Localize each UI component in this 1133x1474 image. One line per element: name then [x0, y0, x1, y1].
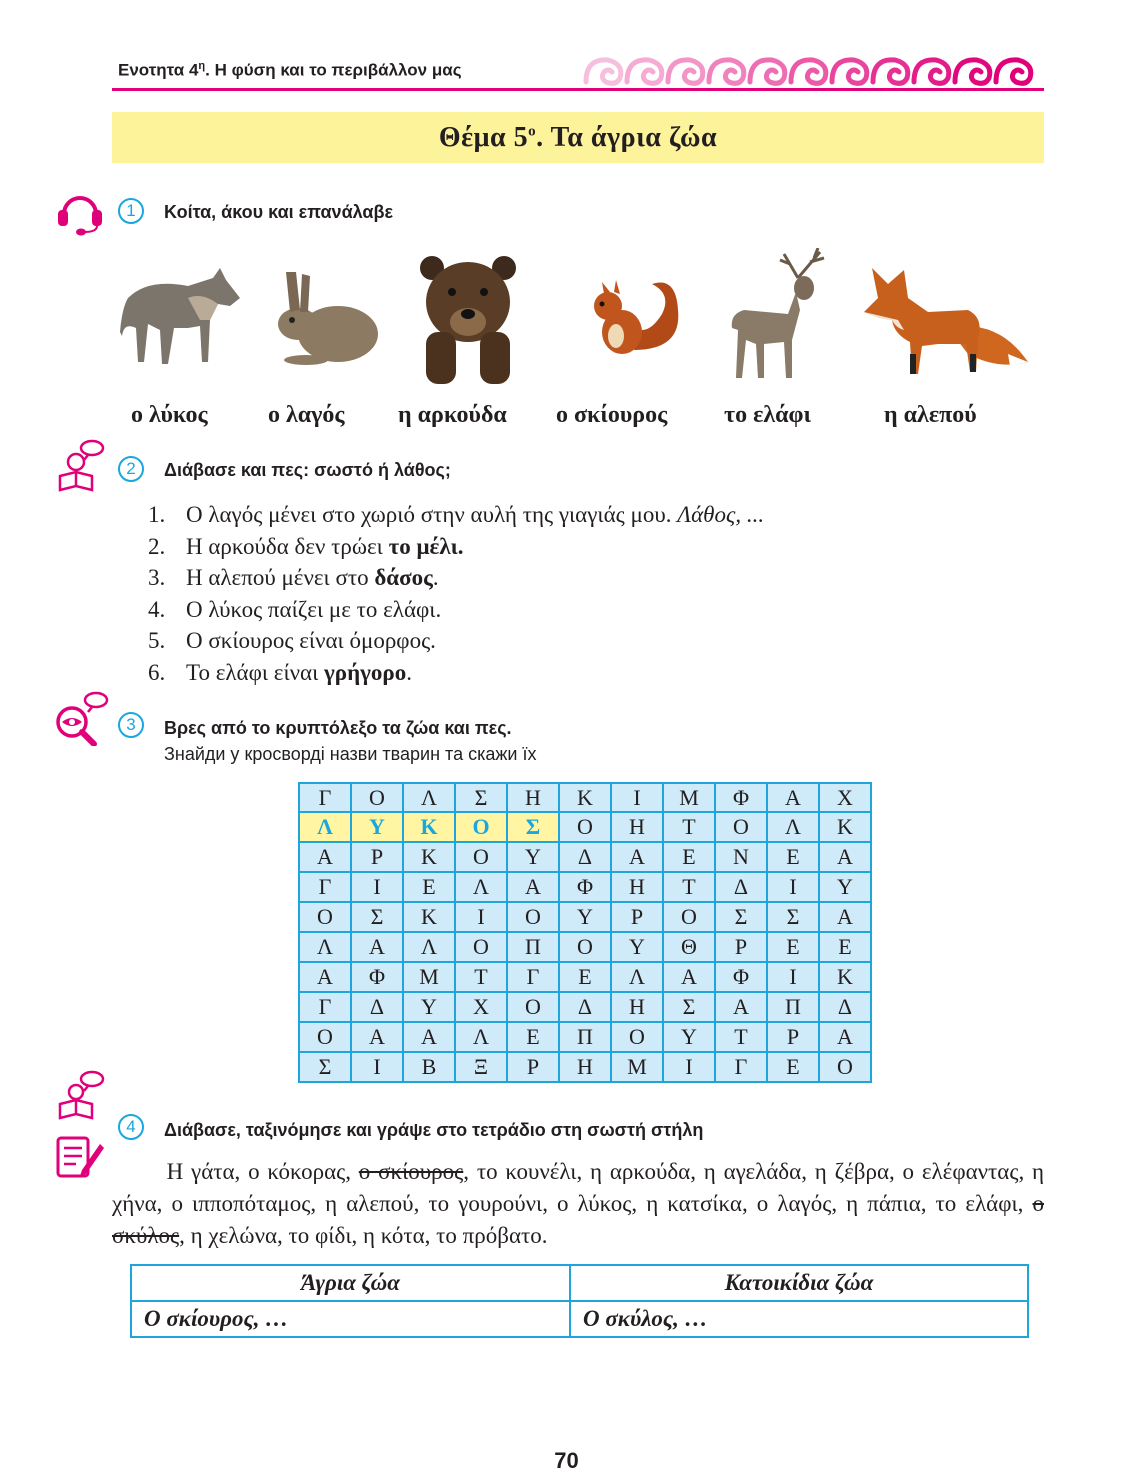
- paragraph-text: Η γάτα, ο κόκορας,: [166, 1159, 359, 1184]
- struck-word: ο σκύλος: [112, 1191, 1044, 1248]
- grid-row: [299, 992, 871, 1022]
- grid-cell: Σ: [767, 902, 819, 932]
- grid-cell: Α: [767, 783, 819, 812]
- exercise-1-number: 1: [118, 198, 144, 224]
- statement-number: 1.: [148, 502, 166, 527]
- grid-cell: Ρ: [715, 932, 767, 962]
- statement-text: Ο σκίουρος είναι όμορφος.: [186, 628, 436, 653]
- grid-cell: Α: [507, 872, 559, 902]
- grid-cell: Ο: [819, 1052, 871, 1082]
- page-title: Θέμα $5^o$. Τα άγρια ζώα: [438, 121, 718, 153]
- grid-cell: Κ: [403, 812, 455, 842]
- grid-cell: Ι: [767, 962, 819, 992]
- grid-cell: Φ: [559, 872, 611, 902]
- animal-label-deer: το ελάφι: [724, 402, 811, 428]
- grid-cell: Γ: [299, 992, 351, 1022]
- wave-ornament-icon: [578, 52, 1044, 88]
- grid-cell: Υ: [559, 902, 611, 932]
- grid-cell: Ι: [767, 872, 819, 902]
- grid-cell: Α: [715, 992, 767, 1022]
- grid-cell: Γ: [507, 962, 559, 992]
- grid-cell: Α: [299, 962, 351, 992]
- grid-cell: Γ: [299, 872, 351, 902]
- header-rule: [112, 88, 1044, 91]
- grid-cell: Σ: [455, 783, 507, 812]
- grid-cell: Κ: [559, 783, 611, 812]
- statement-item: [148, 531, 764, 563]
- grid-cell: Π: [507, 932, 559, 962]
- grid-cell: Θ: [663, 932, 715, 962]
- word-list-paragraph: [112, 1156, 1044, 1252]
- grid-cell: Α: [819, 842, 871, 872]
- grid-cell: Κ: [819, 812, 871, 842]
- exercise-1-title: Κοίτα, άκου και επανάλαβε: [164, 202, 394, 222]
- statement-tail: .: [406, 659, 412, 685]
- grid-cell: Ε: [663, 842, 715, 872]
- grid-cell: Υ: [507, 842, 559, 872]
- grid-cell: Δ: [351, 992, 403, 1022]
- grid-row: [299, 962, 871, 992]
- exercise-3-number: 3: [118, 712, 144, 738]
- grid-cell: Α: [351, 1022, 403, 1052]
- grid-cell: Η: [611, 812, 663, 842]
- grid-cell: Α: [403, 1022, 455, 1052]
- grid-cell: Υ: [351, 812, 403, 842]
- grid-row: [299, 1022, 871, 1052]
- wild-animals-cell: Ο σκίουρος, …: [131, 1301, 570, 1337]
- statement-bold-word: δάσος: [374, 565, 433, 590]
- grid-cell: Γ: [715, 1052, 767, 1082]
- grid-cell: Τ: [663, 812, 715, 842]
- grid-row: [299, 872, 871, 902]
- grid-row: [299, 842, 871, 872]
- exercise-2-number: 2: [118, 456, 144, 482]
- animal-label-wolf: ο λύκος: [131, 402, 208, 428]
- grid-cell: Τ: [715, 1022, 767, 1052]
- grid-cell: Ξ: [455, 1052, 507, 1082]
- grid-cell: Ι: [351, 872, 403, 902]
- grid-cell: Λ: [403, 783, 455, 812]
- grid-cell: Ε: [403, 872, 455, 902]
- statement-tail: .: [432, 565, 439, 590]
- grid-cell: Ι: [351, 1052, 403, 1082]
- grid-cell: Ρ: [611, 902, 663, 932]
- grid-cell: Ο: [507, 902, 559, 932]
- pet-animals-header: Κατοικίδια ζώα: [570, 1265, 1028, 1301]
- grid-cell: Ε: [767, 842, 819, 872]
- statement-item: [148, 625, 764, 657]
- statement-number: 6.: [148, 659, 166, 685]
- exercise-2-title: Διάβασε και πες: σωστό ή λάθος;: [164, 460, 451, 480]
- grid-cell: Ο: [299, 1022, 351, 1052]
- unit-header: Ενοτητα $4^\eta$. Η φύση και το περιβάλλον μας: [118, 60, 462, 80]
- statement-item: [148, 562, 764, 594]
- grid-cell: Δ: [559, 842, 611, 872]
- grid-cell: Ο: [559, 812, 611, 842]
- reading-speech-icon-2: [52, 1070, 108, 1120]
- fox-image: [858, 258, 1032, 378]
- grid-cell: Υ: [819, 872, 871, 902]
- sort-table: [130, 1264, 1029, 1338]
- grid-cell: Ο: [559, 932, 611, 962]
- struck-word: ο σκίουρος: [358, 1159, 464, 1184]
- statement-text: Η αλεπού μένει στο: [186, 565, 375, 590]
- grid-cell: Ε: [819, 932, 871, 962]
- grid-cell: Α: [299, 842, 351, 872]
- grid-cell: Τ: [455, 962, 507, 992]
- statement-bold-word: το μέλι.: [388, 533, 464, 559]
- grid-cell: Π: [767, 992, 819, 1022]
- grid-cell: Υ: [403, 992, 455, 1022]
- grid-cell: Α: [819, 902, 871, 932]
- grid-cell: Ο: [351, 783, 403, 812]
- grid-cell: Ε: [767, 1052, 819, 1082]
- grid-cell: Β: [403, 1052, 455, 1082]
- animal-label-fox: η αλεπού: [884, 402, 977, 428]
- grid-cell: Φ: [351, 962, 403, 992]
- grid-cell: Υ: [611, 932, 663, 962]
- grid-cell: Ι: [455, 902, 507, 932]
- grid-cell: Ο: [507, 992, 559, 1022]
- paragraph-text: , η χελώνα, το φίδι, η κότα, το πρόβατο.: [179, 1223, 548, 1248]
- grid-row: [299, 812, 871, 842]
- grid-cell: Σ: [507, 812, 559, 842]
- statement-text: Το ελάφι είναι: [186, 659, 325, 685]
- grid-cell: Ο: [299, 902, 351, 932]
- animal-label-hare: ο λαγός: [268, 402, 345, 428]
- grid-cell: Λ: [767, 812, 819, 842]
- grid-cell: Χ: [819, 783, 871, 812]
- animal-label-squirrel: ο σκίουρος: [556, 402, 668, 428]
- exercise-4-number: 4: [118, 1114, 144, 1140]
- squirrel-image: [582, 270, 684, 360]
- grid-cell: Λ: [455, 872, 507, 902]
- statement-number: 3.: [148, 565, 166, 590]
- grid-cell: Η: [611, 872, 663, 902]
- grid-cell: Λ: [455, 1022, 507, 1052]
- grid-cell: Α: [819, 1022, 871, 1052]
- pet-animals-cell: Ο σκύλος, …: [570, 1301, 1028, 1337]
- grid-cell: Ε: [507, 1022, 559, 1052]
- grid-row: [299, 783, 871, 812]
- grid-cell: Α: [611, 842, 663, 872]
- statement-number: 2.: [148, 533, 166, 559]
- grid-cell: Λ: [299, 812, 351, 842]
- statement-item: [148, 499, 764, 531]
- grid-cell: Ι: [611, 783, 663, 812]
- grid-cell: Α: [663, 962, 715, 992]
- grid-cell: Λ: [611, 962, 663, 992]
- grid-cell: Φ: [715, 783, 767, 812]
- notebook-pencil-icon: [54, 1134, 106, 1180]
- grid-cell: Τ: [663, 872, 715, 902]
- exercise-4-title: Διάβασε, ταξινόμησε και γράψε στο τετράδιο στη σωστή στήλη: [164, 1120, 704, 1140]
- statements-list: [148, 499, 764, 688]
- statement-text: Ο λαγός μένει στο χωριό στην αυλή της γιαγιάς μου.: [186, 502, 678, 527]
- grid-cell: Ν: [715, 842, 767, 872]
- hare-image: [266, 268, 382, 368]
- grid-cell: Δ: [715, 872, 767, 902]
- grid-cell: Ο: [455, 932, 507, 962]
- statement-answer: Λάθος, ...: [677, 502, 765, 527]
- bear-image: [412, 252, 524, 386]
- statement-number: 5.: [148, 628, 166, 653]
- magnifier-eye-icon: [52, 690, 110, 746]
- grid-cell: Σ: [663, 992, 715, 1022]
- deer-image: [724, 248, 836, 384]
- exercise-3-subtitle: Знайди у кросворді назви тварин та скажи їх: [164, 744, 537, 764]
- title-bar: [112, 112, 1044, 163]
- grid-cell: Ο: [663, 902, 715, 932]
- statement-bold-word: γρήγορο: [324, 659, 407, 685]
- grid-row: [299, 1052, 871, 1082]
- grid-cell: Μ: [611, 1052, 663, 1082]
- grid-cell: Μ: [663, 783, 715, 812]
- grid-row: [299, 932, 871, 962]
- wolf-image: [118, 258, 246, 378]
- grid-cell: Λ: [299, 932, 351, 962]
- statement-text: Ο λύκος παίζει με το ελάφι.: [186, 596, 442, 622]
- grid-cell: Π: [559, 1022, 611, 1052]
- grid-cell: Ι: [663, 1052, 715, 1082]
- grid-cell: Σ: [351, 902, 403, 932]
- grid-cell: Χ: [455, 992, 507, 1022]
- statement-item: [148, 657, 764, 689]
- grid-cell: Υ: [663, 1022, 715, 1052]
- grid-cell: Δ: [559, 992, 611, 1022]
- grid-row: [299, 902, 871, 932]
- grid-cell: Η: [559, 1052, 611, 1082]
- grid-cell: Ο: [611, 1022, 663, 1052]
- grid-cell: Κ: [403, 842, 455, 872]
- grid-cell: Λ: [403, 932, 455, 962]
- grid-cell: Ε: [559, 962, 611, 992]
- grid-cell: Η: [507, 783, 559, 812]
- statement-text: Η αρκούδα δεν τρώει: [186, 533, 389, 559]
- paragraph-text: , το κουνέλι, η αρκούδα, η αγελάδα, η ζέβρα, ο ελέφαντας, η χήνα, ο ιπποπόταμος, η αλεπού, το γουρούνι, ο λύκος, η κατσίκα, ο λαγός, η πάπια, το ελάφι,: [112, 1159, 1045, 1216]
- grid-cell: Η: [611, 992, 663, 1022]
- grid-cell: Δ: [819, 992, 871, 1022]
- reading-speech-icon: [52, 438, 108, 494]
- grid-cell: Α: [351, 932, 403, 962]
- wild-animals-header: Άγρια ζώα: [131, 1265, 570, 1301]
- grid-cell: Φ: [715, 962, 767, 992]
- exercise-3-title: Βρες από το κρυπτόλεξο τα ζώα και πες.: [164, 718, 512, 738]
- grid-cell: Κ: [819, 962, 871, 992]
- headphones-icon: [54, 190, 106, 238]
- grid-cell: Ε: [767, 932, 819, 962]
- word-search-grid: [298, 782, 872, 1083]
- grid-cell: Ο: [715, 812, 767, 842]
- grid-cell: Κ: [403, 902, 455, 932]
- animal-label-bear: η αρκούδα: [398, 402, 507, 428]
- grid-cell: Ο: [455, 842, 507, 872]
- statement-item: [148, 594, 764, 626]
- grid-cell: Ο: [455, 812, 507, 842]
- page-number: 70: [554, 1448, 579, 1473]
- grid-cell: Ρ: [507, 1052, 559, 1082]
- grid-cell: Γ: [299, 783, 351, 812]
- statement-number: 4.: [148, 596, 166, 622]
- grid-cell: Ρ: [767, 1022, 819, 1052]
- grid-cell: Μ: [403, 962, 455, 992]
- grid-cell: Ρ: [351, 842, 403, 872]
- grid-cell: Σ: [299, 1052, 351, 1082]
- grid-cell: Σ: [715, 902, 767, 932]
